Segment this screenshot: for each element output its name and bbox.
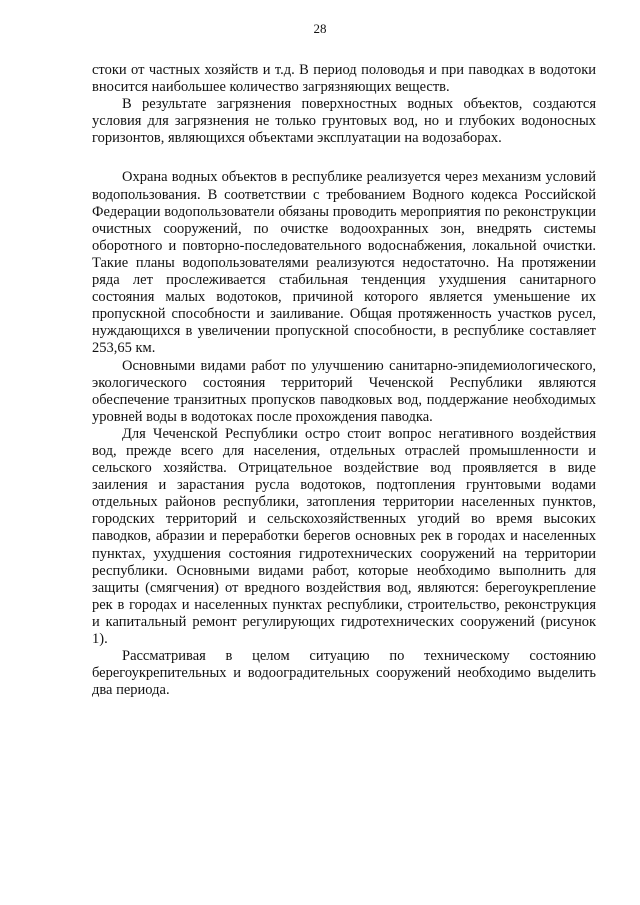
document-body [92,62,596,699]
paragraph-5: Для Чеченской Республики остро стоит вопрос негативного воздействия вод, прежде всего для населения, отдельных отраслей промышленности и сельского хозяйства. Отрицательное воздействие вод проявляется в виде заиления и зарастания русла водотоков, подтопления грунтовыми водами отдельных районов республики, затопления территории населенных пунктов, городских территорий и сельскохозяйственных угодий во время высоких паводков, абразии и переработки берегов основных рек в городах и населенных пунктах, ухудшения состояния гидротехнических сооружений на территории республики. Основными видами работ, которые необходимо выполнить для защиты (смягчения) от вредного воздействия вод, являются: берегоукрепление рек в городах и населенных пунктах республики, строительство, реконструкция и капитальный ремонт регулирующих гидротехнических сооружений (рисунок 1). [92,425,596,647]
paragraph-3: Охрана водных объектов в республике реализуется через механизм условий водопользования. В соответствии с требованием Водного кодекса Российской Федерации водопользователи обязаны проводить мероприятия по реконструкции очистных сооружений, по очистке водоохранных зон, внедрять системы оборотного и повторно-последовательного водоснабжения, локальной очистки. Такие планы водопользователями реализуются недостаточно. На протяжении ряда лет прослеживается стабильная тенденция ухудшения санитарного состояния малых водотоков, причиной которого является уменьшение их пропускной способности и заиливание. Общая протяженность участков русел, нуждающихся в увеличении пропускной способности, в республике составляет 253,65 км. [92,169,596,357]
paragraph-6: Рассматривая в целом ситуацию по техническому состоянию берегоукрепительных и водооградительных сооружений необходимо выделить два периода. [92,648,596,699]
paragraph-1: стоки от частных хозяйств и т.д. В период половодья и при паводках в водотоки вносится наибольшее количество загрязняющих веществ. [92,62,596,96]
paragraph-2: В результате загрязнения поверхностных водных объектов, создаются условия для загрязнения не только грунтовых вод, но и глубоких водоносных горизонтов, являющихся объектами эксплуатации на водозаборах. [92,96,596,147]
page-number: 28 [313,21,327,36]
paragraph-4: Основными видами работ по улучшению санитарно-эпидемиологического, экологического состояния территорий Чеченской Республики являются обеспечение транзитных пропусков паводковых вод, поддержание необходимых уровней воды в водотоках после прохождения паводка. [92,357,596,425]
